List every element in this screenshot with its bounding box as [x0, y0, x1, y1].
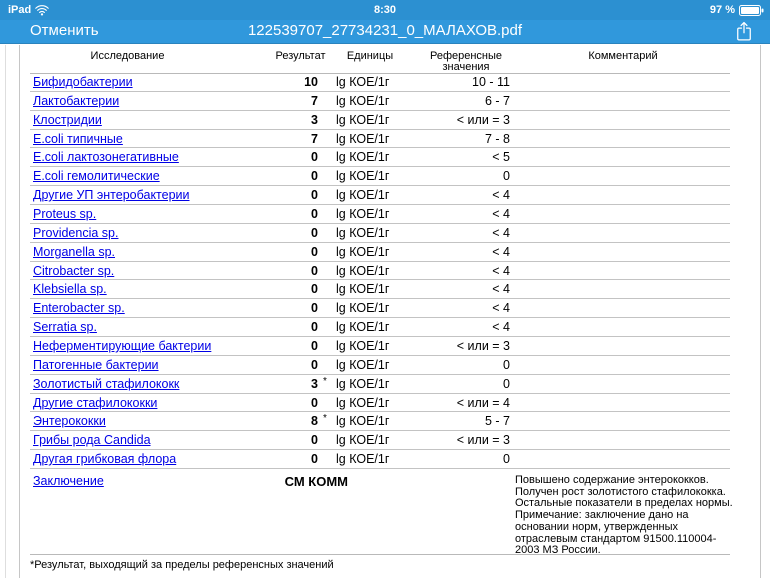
study-link[interactable]: Другие УП энтеробактерии	[33, 188, 190, 203]
reference-value: < 4	[492, 263, 510, 278]
reference-value: < 4	[492, 320, 510, 335]
result-value: 0	[311, 339, 318, 354]
column-header-reference-line2: значения	[442, 61, 490, 73]
result-value: 3	[311, 112, 318, 127]
result-value: 0	[311, 395, 318, 410]
units-value: lg КОЕ/1г	[336, 395, 390, 410]
conclusion-comment: Повышено содержание энтерококков. Получен рост золотистого стафилококка. Остальные показатели в пределах нормы. Примечание: заключение дано на основании норм, утвержденных отраслевым стандартом 91500.110004-2003 МЗ России.	[515, 474, 733, 557]
table-row	[30, 186, 730, 205]
reference-value: 10 - 11	[472, 75, 510, 89]
reference-footnote: *Результат, выходящий за пределы референсных значений	[30, 559, 334, 571]
column-header-units: Единицы	[346, 50, 394, 62]
reference-value: < или = 4	[456, 395, 510, 410]
units-value: lg КОЕ/1г	[336, 225, 390, 240]
reference-value: < 4	[492, 207, 510, 222]
table-row	[30, 337, 730, 356]
result-value: 7	[311, 131, 318, 146]
table-row	[30, 205, 730, 224]
result-value: 7	[311, 93, 318, 108]
result-value: 0	[311, 433, 318, 448]
units-value: lg КОЕ/1г	[336, 414, 390, 429]
conclusion-result: СМ КОММ	[284, 474, 348, 489]
study-link[interactable]: Энтерококки	[33, 414, 106, 429]
table-row	[30, 318, 730, 337]
units-value: lg КОЕ/1г	[336, 433, 390, 448]
cancel-button[interactable]: Отменить	[30, 22, 99, 39]
study-link[interactable]: Патогенные бактерии	[33, 357, 159, 372]
nav-bar	[0, 20, 770, 44]
table-row	[30, 299, 730, 318]
units-value: lg КОЕ/1г	[336, 93, 390, 108]
out-of-range-flag: *	[323, 413, 327, 425]
result-value: 0	[311, 225, 318, 240]
study-link[interactable]: Грибы рода Candida	[33, 433, 151, 448]
battery-icon	[739, 5, 764, 16]
result-value: 8	[311, 414, 318, 429]
study-link[interactable]: Morganella sp.	[33, 244, 115, 259]
reference-value: < 4	[492, 282, 510, 297]
reference-value: < 5	[492, 150, 510, 165]
reference-value: < или = 3	[456, 433, 510, 448]
units-value: lg КОЕ/1г	[336, 357, 390, 372]
pdf-page[interactable]	[0, 45, 770, 578]
reference-value: 0	[503, 376, 510, 391]
conclusion-link[interactable]: Заключение	[33, 474, 104, 488]
result-value: 10	[304, 75, 318, 89]
units-value: lg КОЕ/1г	[336, 301, 390, 316]
result-value: 0	[311, 357, 318, 372]
table-row	[30, 450, 730, 469]
table-row	[30, 111, 730, 130]
study-link[interactable]: E.coli гемолитические	[33, 169, 160, 184]
units-value: lg КОЕ/1г	[336, 244, 390, 259]
study-link[interactable]: Providencia sp.	[33, 225, 119, 240]
units-value: lg КОЕ/1г	[336, 376, 390, 391]
result-value: 0	[311, 452, 318, 467]
page-border-left	[19, 45, 20, 578]
study-link[interactable]: Бифидобактерии	[33, 75, 133, 89]
result-value: 0	[311, 169, 318, 184]
status-bar	[0, 0, 770, 20]
units-value: lg КОЕ/1г	[336, 263, 390, 278]
table-row	[30, 412, 730, 431]
study-link[interactable]: Enterobacter sp.	[33, 301, 125, 316]
conclusion-row	[30, 469, 733, 557]
reference-value: 0	[503, 169, 510, 184]
reference-value: 6 - 7	[484, 93, 510, 108]
study-link[interactable]: Неферментирующие бактерии	[33, 339, 212, 354]
reference-value: < 4	[492, 225, 510, 240]
battery-percent: 97 %	[709, 4, 735, 16]
result-value: 0	[311, 263, 318, 278]
table-row	[30, 431, 730, 450]
units-value: lg КОЕ/1г	[336, 188, 390, 203]
page-edge-left-shadow	[5, 45, 6, 578]
result-value: 0	[311, 150, 318, 165]
table-row	[30, 280, 730, 299]
units-value: lg КОЕ/1г	[336, 131, 390, 146]
table-row	[30, 92, 730, 111]
reference-value: < 4	[492, 301, 510, 316]
units-value: lg КОЕ/1г	[336, 207, 390, 222]
study-link[interactable]: Другие стафилококки	[33, 395, 158, 410]
document-title: 122539707_27734231_0_МАЛАХОВ.pdf	[247, 22, 523, 39]
table-row	[30, 224, 730, 243]
table-row	[30, 243, 730, 262]
study-link[interactable]: Клостридии	[33, 112, 102, 127]
result-value: 0	[311, 282, 318, 297]
column-header-reference: Референсные	[429, 50, 503, 62]
units-value: lg КОЕ/1г	[336, 112, 390, 127]
study-link[interactable]: Лактобактерии	[33, 93, 120, 108]
units-value: lg КОЕ/1г	[336, 339, 390, 354]
table-row	[30, 394, 730, 413]
result-value: 0	[311, 320, 318, 335]
reference-value: 0	[503, 357, 510, 372]
result-value: 0	[311, 244, 318, 259]
study-link[interactable]: Proteus sp.	[33, 207, 97, 222]
units-value: lg КОЕ/1г	[336, 320, 390, 335]
units-value: lg КОЕ/1г	[336, 452, 390, 467]
column-header-comment: Комментарий	[588, 50, 658, 62]
share-button[interactable]	[734, 20, 754, 43]
table-row	[30, 167, 730, 186]
study-link[interactable]: Klebsiella sp.	[33, 282, 107, 297]
column-header-result: Результат	[275, 50, 326, 62]
result-value: 0	[311, 301, 318, 316]
table-row	[30, 375, 730, 394]
study-link[interactable]: Золотистый стафилококк	[33, 376, 180, 391]
reference-value: < 4	[492, 244, 510, 259]
table-row	[30, 356, 730, 375]
page-border-right	[760, 45, 761, 578]
units-value: lg КОЕ/1г	[336, 282, 390, 297]
reference-value: < или = 3	[456, 339, 510, 354]
reference-value: 7 - 8	[484, 131, 510, 146]
study-link[interactable]: Serratia sp.	[33, 320, 97, 335]
table-row	[30, 148, 730, 167]
reference-value: 0	[503, 452, 510, 467]
study-link[interactable]: Другая грибковая флора	[33, 452, 177, 467]
units-value: lg КОЕ/1г	[336, 150, 390, 165]
out-of-range-flag: *	[323, 375, 327, 387]
reference-value: 5 - 7	[484, 414, 510, 429]
table-row	[30, 73, 730, 92]
study-link[interactable]: E.coli лактозонегативные	[33, 150, 179, 165]
units-value: lg КОЕ/1г	[336, 75, 390, 89]
clock: 8:30	[373, 4, 397, 16]
table-row	[30, 130, 730, 149]
study-link[interactable]: E.coli типичные	[33, 131, 123, 146]
units-value: lg КОЕ/1г	[336, 169, 390, 184]
table-row	[30, 262, 730, 281]
reference-value: < 4	[492, 188, 510, 203]
reference-value: < или = 3	[456, 112, 510, 127]
column-header-study: Исследование	[90, 50, 165, 62]
result-value: 3	[311, 376, 318, 391]
device-label: iPad	[8, 4, 32, 16]
result-value: 0	[311, 207, 318, 222]
result-value: 0	[311, 188, 318, 203]
study-link[interactable]: Citrobacter sp.	[33, 263, 115, 278]
